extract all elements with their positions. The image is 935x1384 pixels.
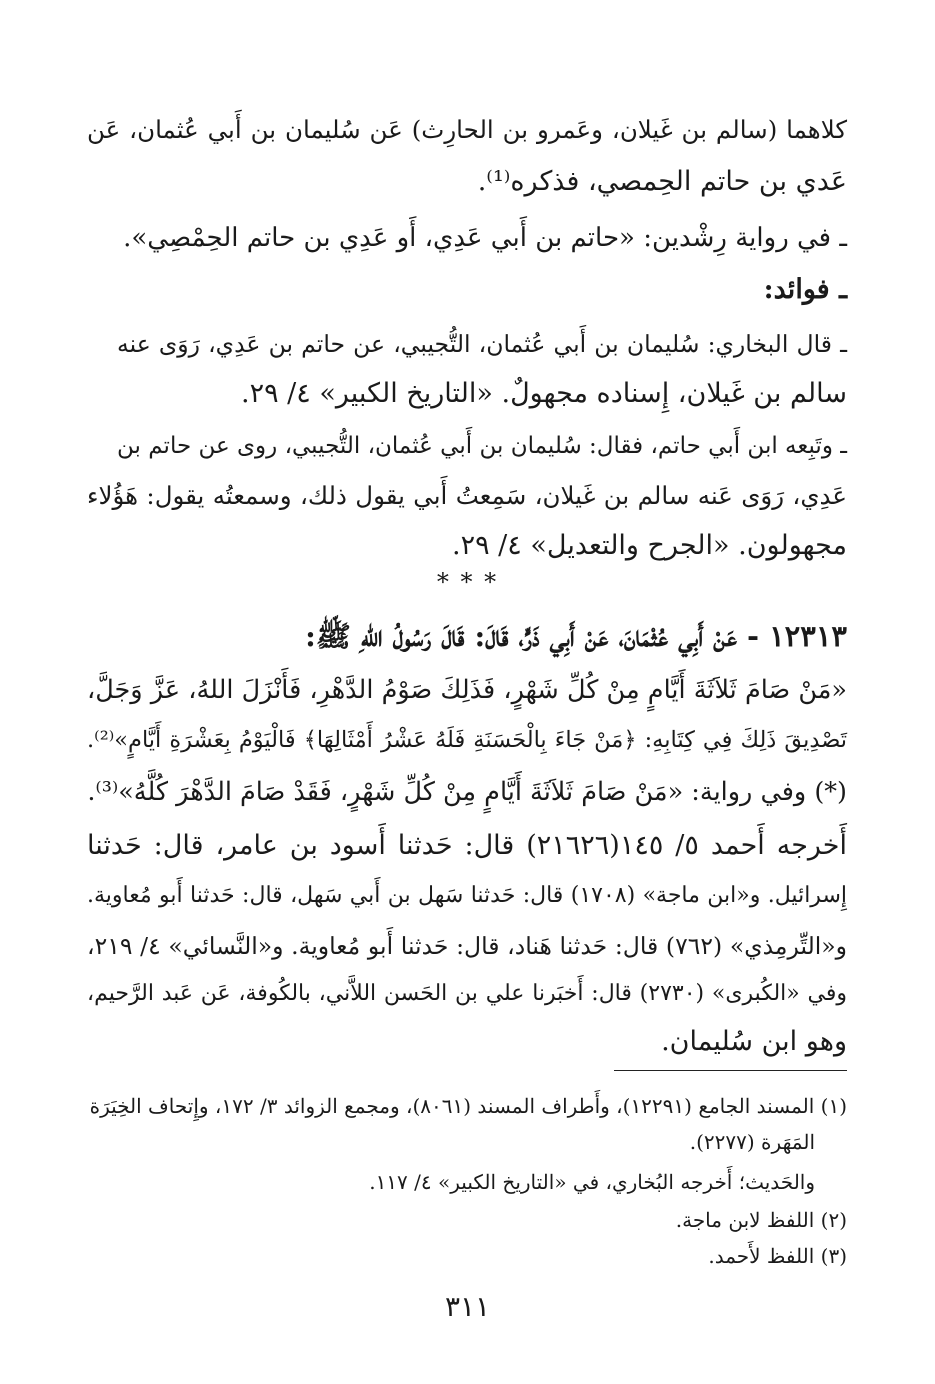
footnote: (٢) اللفظ لابن ماجة. bbox=[675, 1208, 847, 1232]
hadith-line: تَصْدِيقَ ذَلِكَ فِي كِتَابِهِ: ﴿مَنْ جَاءَ بِالْحَسَنَةِ فَلَهُ عَشْرُ أَمْثَالِهَا﴾ فَالْيَوْمُ بِعَشْرَةِ أَيَّامٍ»⁽²⁾. bbox=[87, 727, 847, 753]
footnote-note: والحَديث؛ أَخرجه البُخاري، في «التاريخ الكبير» ٤/ ١١٧. bbox=[369, 1170, 815, 1194]
footnote-divider bbox=[614, 1070, 847, 1071]
footnote: (٣) اللفظ لأَحمد. bbox=[708, 1244, 847, 1268]
hadith-variant: (*) وفي رواية: «مَنْ صَامَ ثَلاَثَةَ أَيَّامٍ مِنْ كُلِّ شَهْرٍ، فَقَدْ صَامَ الدَّهْرَ كُلَّهُ»⁽³⁾. bbox=[87, 777, 847, 807]
text-line: كلاهما (سالم بن غَيلان، وعَمرو بن الحارِث) عَن سُليمان بن أَبي عُثمان، عَن bbox=[87, 115, 847, 144]
footnote: (١) المسند الجامع (١٢٢٩١)، وأَطراف المسند (٨٠٦١)، ومجمع الزوائد ٣/ ١٧٢، وإِتحاف الخِيَرَة bbox=[89, 1094, 847, 1118]
takhrij-line: إِسرائيل. و«ابن ماجة» (١٧٠٨) قال: حَدثنا سَهل بن أَبي سَهل، قال: حَدثنا أَبو مُعاوية. bbox=[87, 883, 847, 908]
text-line: عَدي بن حاتم الحِمصي، فذكره⁽¹⁾. bbox=[477, 166, 847, 197]
section-separator: * * * bbox=[436, 568, 499, 596]
takhrij-line: أَخرجه أَحمد ٥/ ١٤٥(٢١٦٢٦) قال: حَدثنا أَسود بن عامر، قال: حَدثنا bbox=[87, 830, 847, 861]
text-line: ـ وتَبِعه ابن أَبي حاتم، فقال: سُليمان بن أَبي عُثمان، التُّجيبي، روى عن حاتم بن bbox=[117, 433, 847, 459]
takhrij-line: وهو ابن سُليمان. bbox=[661, 1026, 847, 1057]
page-number: ٣١١ bbox=[444, 1290, 491, 1323]
text-line: مجهولون. «الجرح والتعديل» ٤/ ٢٩. bbox=[451, 530, 847, 561]
takhrij-line: وفي «الكُبرى» (٢٧٣٠) قال: أَخبَرنا علي بن الحَسن اللاَّني، بالكُوفة، عَن عَبد الرَّحيم، bbox=[87, 981, 847, 1006]
takhrij-line: و«التِّرمِذي» (٧٦٢) قال: حَدثنا هَناد، قال: حَدثنا أَبو مُعاوية. و«النَّسائي» ٤/ ٢١٩، bbox=[87, 932, 847, 960]
hadith-heading: ١٢٣١٣ - عَنْ أَبِي عُثْمَانَ، عَنْ أَبِي ذَرٍّ، قَالَ: قَالَ رَسُولُ اللهِ ﷺ: bbox=[305, 619, 847, 653]
text-line: سالم بن غَيلان، إِسناده مجهولٌ. «التاريخ الكبير» ٤/ ٢٩. bbox=[240, 378, 847, 409]
section-heading: ـ فوائد: bbox=[763, 274, 847, 305]
text-line: ـ قال البخاري: سُليمان بن أَبي عُثمان، التُّجيبي، عن حاتم بن عَدِي، رَوَى عنه bbox=[117, 330, 847, 358]
text-line: عَدِي، رَوَى عَنه سالم بن غَيلان، سَمِعتُ أَبي يقول ذلك، وسمعتُه يقول: هَؤُلاء bbox=[87, 481, 847, 510]
text-line: ـ في رواية رِشْدين: «حاتم بن أَبي عَدِي، أَو عَدِي بن حاتم الحِمْصِي». bbox=[123, 223, 847, 253]
footnote-continuation: المَهَرة (٢٢٧٧). bbox=[689, 1130, 815, 1154]
hadith-line: «مَنْ صَامَ ثَلاَثَةَ أَيَّامٍ مِنْ كُلِّ شَهْرٍ، فَذَلِكَ صَوْمُ الدَّهْرِ، فَأَنْزَلَ اللهُ، عَزَّ وَجَلَّ، bbox=[87, 675, 847, 705]
